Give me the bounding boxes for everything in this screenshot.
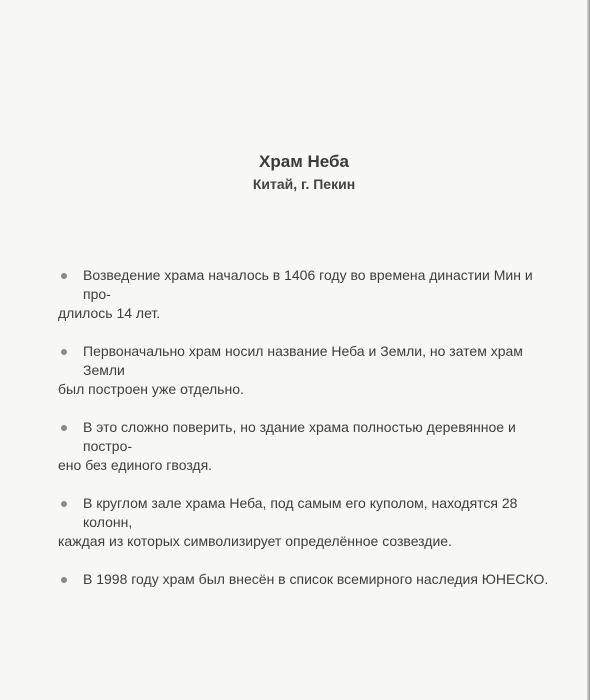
fact-line: В круглом зале храма Неба, под самым его куполом, находятся 28 колонн, xyxy=(83,495,518,530)
fact-line: В 1998 году храм был внесён в список всемирного наследия ЮНЕСКО. xyxy=(83,571,549,587)
fact-item xyxy=(58,342,558,399)
fact-line-continued: длилось 14 лет. xyxy=(58,305,161,321)
title-block xyxy=(0,151,590,194)
fact-line-continued: был построен уже отдельно. xyxy=(58,381,244,397)
bullet-icon xyxy=(61,425,67,431)
fact-line-continued: ено без единого гвоздя. xyxy=(58,457,213,473)
page-title: Храм Неба xyxy=(259,152,349,171)
page-subtitle: Китай, г. Пекин xyxy=(252,176,356,192)
bullet-icon xyxy=(61,273,67,279)
facts-list xyxy=(58,266,558,608)
fact-line-continued: каждая из которых символизирует определённое созвездие. xyxy=(58,533,452,549)
fact-item xyxy=(58,418,558,475)
bullet-icon xyxy=(61,349,67,355)
fact-item xyxy=(58,570,558,589)
fact-line: Первоначально храм носил название Неба и Земли, но затем храм Земли xyxy=(83,343,523,378)
bullet-icon xyxy=(61,501,67,507)
fact-line: В это сложно поверить, но здание храма полностью деревянное и постро- xyxy=(83,419,516,454)
bullet-icon xyxy=(61,577,67,583)
fact-item xyxy=(58,266,558,323)
fact-item xyxy=(58,494,558,551)
fact-line: Возведение храма началось в 1406 году во времена династии Мин и про- xyxy=(83,267,533,302)
